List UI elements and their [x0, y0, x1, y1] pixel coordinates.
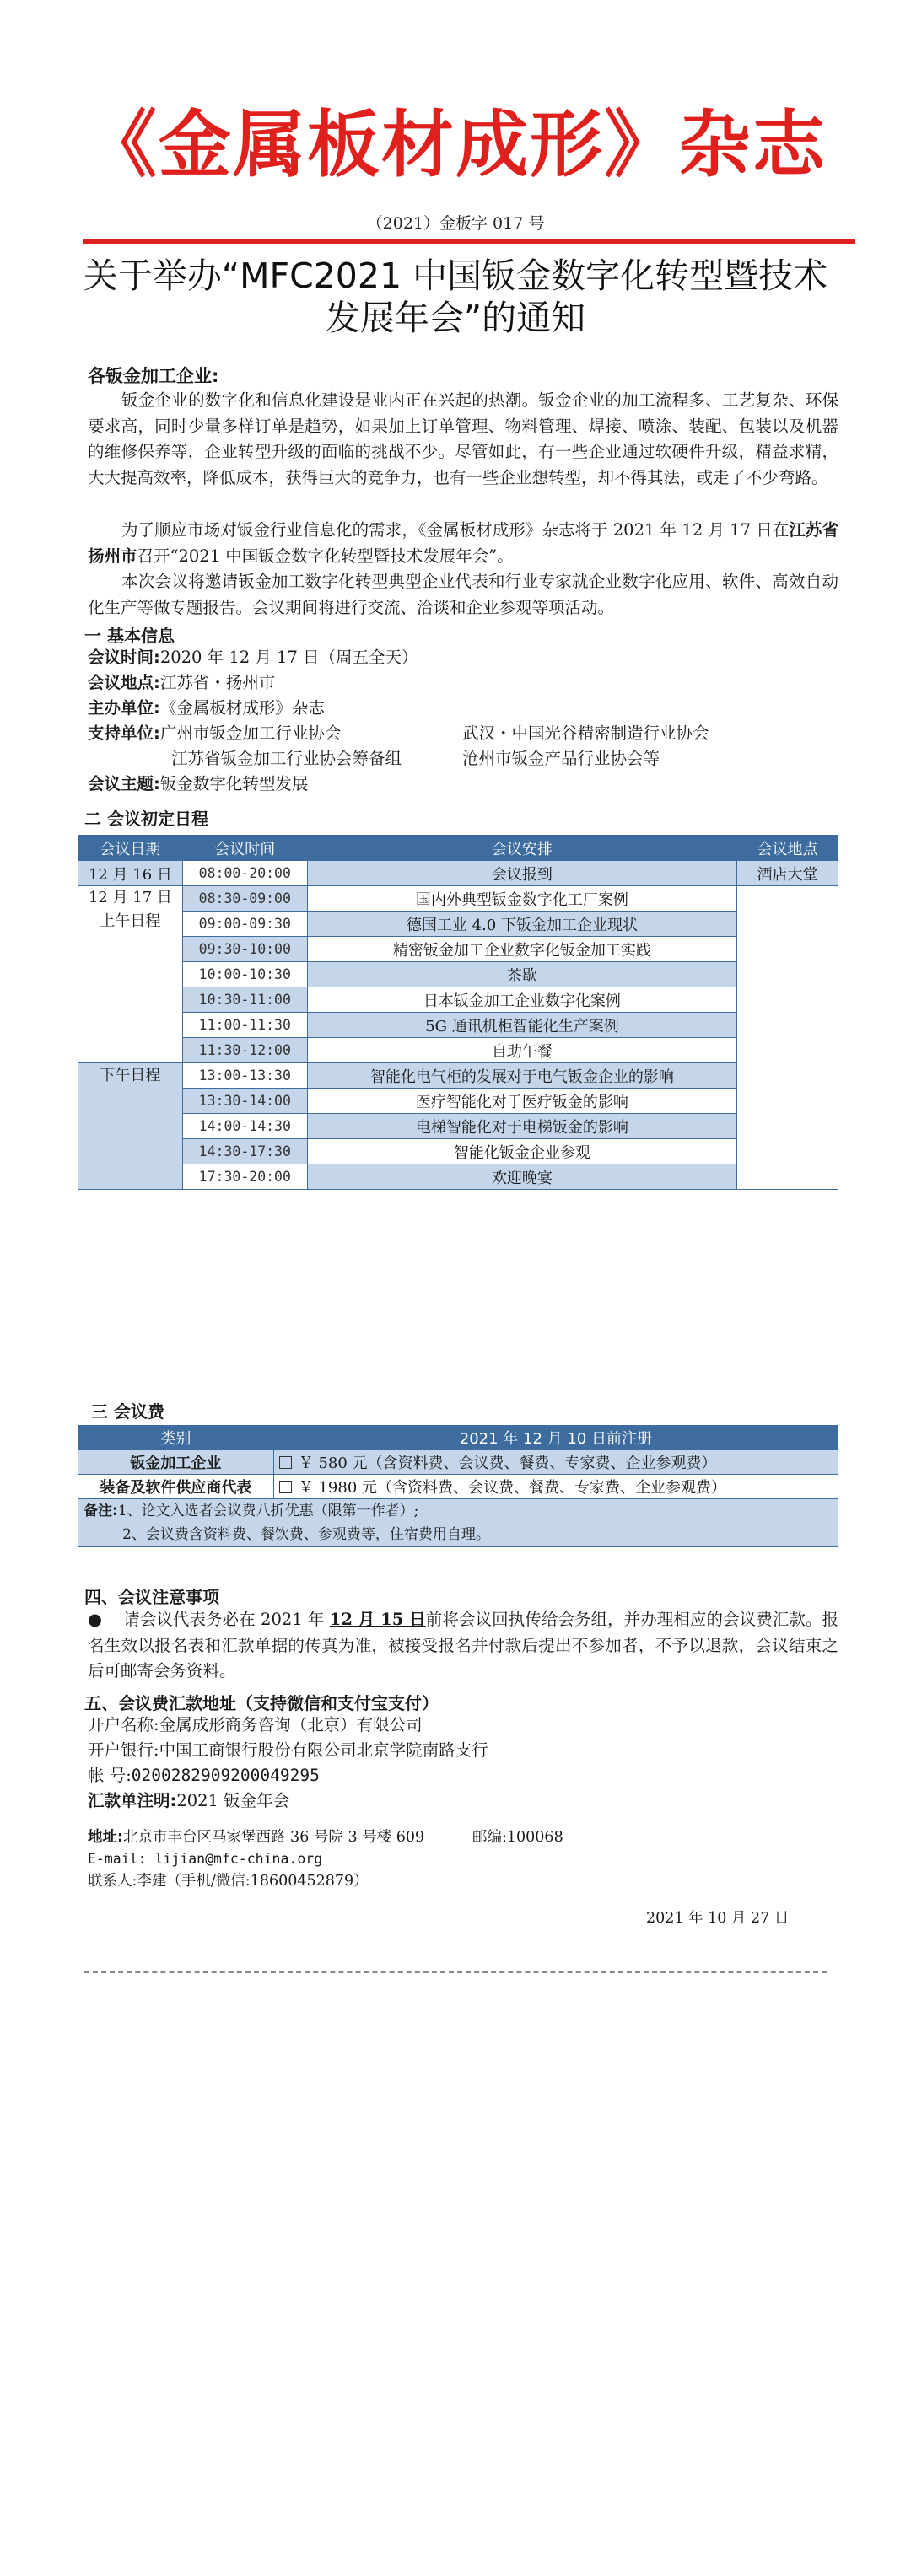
venue-empty-cell	[737, 886, 838, 1190]
account-number: 帐 号:0200282909200049295	[88, 1766, 320, 1785]
fee-table	[78, 1425, 838, 1547]
contact-postcode: 邮编:100068	[472, 1829, 563, 1846]
table-row: 14:00-14:30 电梯智能化对于电梯钣金的影响	[78, 1114, 838, 1139]
fee-notes-row: 备注:1、论文入选者会议费八折优惠（限第一作者）; 2、会议费含资料费、餐饮费、参观费等，住宿费用自理。	[78, 1499, 838, 1547]
table-row: 09:30-10:00 精密钣金加工企业数字化钣金加工实践	[78, 937, 838, 962]
day2-morning-cell: 12 月 17 日 上午日程	[78, 886, 183, 1063]
venue-cell: 酒店大堂	[737, 861, 838, 886]
meeting-place: 会议地点:江苏省・扬州市	[88, 673, 276, 692]
table-row: 17:30-20:00 欢迎晚宴	[78, 1164, 838, 1190]
signed-date: 2021 年 10 月 27 日	[646, 1910, 790, 1927]
table-row: 12 月 17 日 上午日程 08:30-09:00 国内外典型钣金数字化工厂案例	[78, 886, 838, 912]
supporter-wuhan: 武汉・中国光谷精密制造行业协会	[462, 723, 709, 743]
col-date: 会议日期	[78, 836, 183, 861]
fee-header-row	[78, 1426, 838, 1450]
table-row: 11:00-11:30 5G 通讯机柜智能化生产案例	[78, 1013, 838, 1038]
section-payment-heading: 五、会议费汇款地址（支持微信和支付宝支付）	[84, 1693, 439, 1713]
supporter-jiangsu: 江苏省钣金加工行业协会筹备组	[171, 749, 402, 768]
col-deadline: 2021 年 12 月 10 日前注册	[273, 1426, 838, 1450]
meeting-time: 会议时间:2020 年 12 月 17 日（周五全天）	[88, 648, 418, 667]
section-schedule-heading: 二 会议初定日程	[84, 809, 208, 829]
col-category: 类别	[78, 1426, 274, 1450]
section-fee-heading: 三 会议费	[91, 1401, 164, 1422]
masthead: 《金属板材成形》杂志	[84, 103, 827, 187]
title-line-1: 关于举办“MFC2021 中国钣金数字化转型暨技术	[83, 255, 828, 296]
issue-number: （2021）金板字 017 号	[366, 214, 545, 233]
day1-cell: 12 月 16 日	[78, 861, 183, 886]
remittance-remark: 汇款单注明:2021 钣金年会	[88, 1791, 290, 1810]
notice-text: ● 请会议代表务必在 2021 年 12 月 15 日前将会议回执传给会务组，并办理相应的会议费汇款。报名生效以报名表和汇款单据的传真为准，被接受报名并付款后提出不参加者，不予以退款，会议结束之后可邮寄会务资料。	[88, 1610, 839, 1681]
table-row: 钣金加工企业 ￥ 580 元（含资料费、会议费、餐费、专家费、企业参观费）	[78, 1450, 838, 1475]
contact-person: 联系人:李建（手机/微信:18600452879）	[88, 1873, 369, 1890]
meeting-supporters: 支持单位:广州市钣金加工行业协会	[88, 723, 342, 743]
bank-name: 开户银行:中国工商银行股份有限公司北京学院南路支行	[88, 1740, 488, 1760]
col-arrangement: 会议安排	[307, 836, 736, 861]
meeting-host: 主办单位:《金属板材成形》杂志	[88, 698, 325, 718]
table-row: 10:30-11:00 日本钣金加工企业数字化案例	[78, 987, 838, 1013]
salutation: 各钣金加工企业:	[88, 366, 219, 386]
table-row: 10:00-10:30 茶歇	[78, 962, 838, 987]
schedule-header-row	[78, 836, 838, 861]
section-basic-heading: 一 基本信息	[84, 626, 175, 646]
schedule-table	[78, 835, 838, 1190]
table-row: 装备及软件供应商代表 ￥ 1980 元（含资料费、会议费、餐费、专家费、企业参观费）	[78, 1475, 838, 1499]
contact-email: E-mail: lijian@mfc-china.org	[88, 1851, 323, 1867]
contact-address: 地址:北京市丰台区马家堡西路 36 号院 3 号楼 609	[88, 1829, 425, 1846]
deadline-date: 12 月 15 日	[329, 1610, 426, 1629]
paragraph-intro: 钣金企业的数字化和信息化建设是业内正在兴起的热潮。钣金企业的加工流程多、工艺复杂、环保要求高，同时少量多样订单是趋势，如果加上订单管理、物料管理、焊接、喷涂、装配、包装以及机器的维修保养等，企业转型升级的面临的挑战不少。尽管如此，有一些企业通过软硬件升级，精益求精，大大提高效率，降低成本，获得巨大的竞争力，也有一些企业想转型，却不得其法，或走了不少弯路。	[88, 390, 838, 487]
checkbox-sheetmetal[interactable]	[279, 1456, 292, 1469]
col-place: 会议地点	[737, 836, 838, 861]
cut-line	[84, 1971, 827, 1973]
checkbox-supplier[interactable]	[279, 1481, 292, 1493]
table-row: 13:30-14:00 医疗智能化对于医疗钣金的影响	[78, 1089, 838, 1114]
paragraph-content: 本次会议将邀请钣金加工数字化转型典型企业代表和行业专家就企业数字化应用、软件、高效自动化生产等做专题报告。会议期间将进行交流、洽谈和企业参观等项活动。	[88, 572, 838, 617]
table-row: 11:30-12:00 自助午餐	[78, 1038, 838, 1063]
account-name: 开户名称:金属成形商务咨询（北京）有限公司	[88, 1715, 423, 1734]
table-row: 14:30-17:30 智能化钣金企业参观	[78, 1139, 838, 1164]
afternoon-cell: 下午日程	[78, 1063, 183, 1190]
col-time: 会议时间	[182, 836, 307, 861]
table-row: 09:00-09:30 德国工业 4.0 下钣金加工企业现状	[78, 912, 838, 937]
venue-city: 江苏省扬州市	[88, 520, 838, 566]
title-line-2: 发展年会”的通知	[325, 298, 586, 338]
paragraph-purpose: 为了顺应市场对钣金行业信息化的需求，《金属板材成形》杂志将于 2021 年 12 月 17 日在江苏省扬州市召开“2021 中国钣金数字化转型暨技术发展年会”。	[88, 520, 838, 566]
table-row: 下午日程 13:00-13:30 智能化电气柜的发展对于电气钣金企业的影响	[78, 1063, 838, 1089]
notice-title	[76, 255, 835, 339]
supporter-cangzhou: 沧州市钣金产品行业协会等	[462, 749, 660, 768]
section-notice-heading: 四、会议注意事项	[84, 1587, 219, 1607]
header-divider	[83, 239, 855, 244]
table-row: 12 月 16 日 08:00-20:00 会议报到 酒店大堂	[78, 861, 838, 886]
meeting-theme: 会议主题:钣金数字化转型发展	[88, 774, 309, 793]
